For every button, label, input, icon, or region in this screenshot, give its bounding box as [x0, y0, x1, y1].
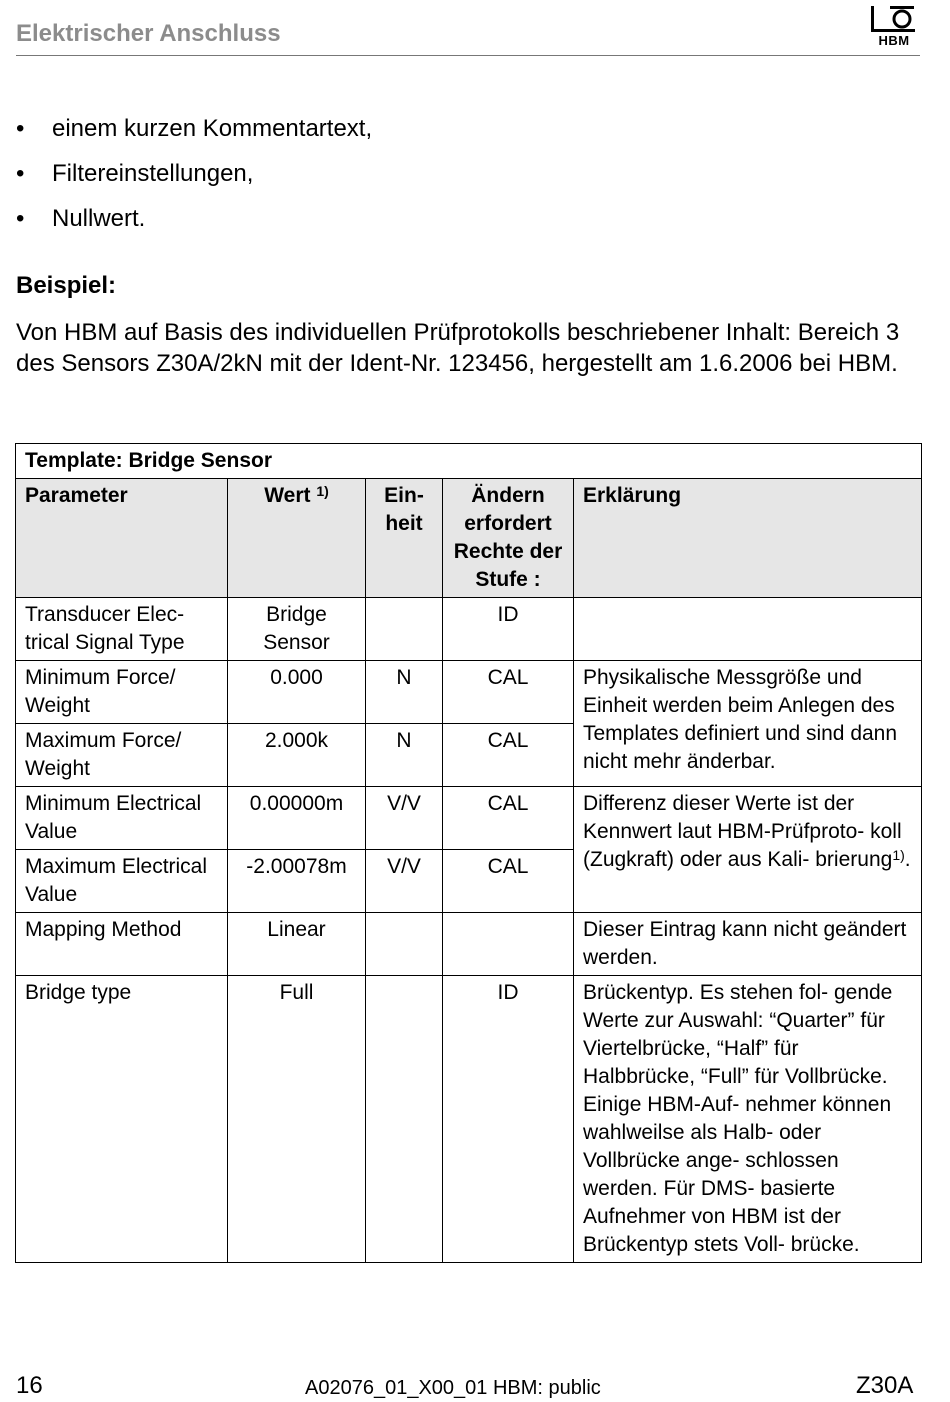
column-header-explanation: Erklärung: [574, 479, 922, 598]
explanation-text: Differenz dieser Werte ist der Kennwert laut HBM-Prüfproto- koll (Zugkraft) oder aus Kali- brierung: [583, 792, 902, 871]
cell-rights: CAL: [443, 661, 574, 724]
cell-parameter: Mapping Method: [16, 913, 228, 976]
table-row: [16, 598, 922, 661]
table-row: [16, 976, 922, 1263]
page-number: 16: [16, 1372, 43, 1399]
bullet-list: [16, 114, 372, 249]
cell-parameter: Transducer Elec- trical Signal Type: [16, 598, 228, 661]
cell-parameter: Minimum Force/ Weight: [16, 661, 228, 724]
table-title: Template: Bridge Sensor: [16, 444, 922, 479]
document-id: A02076_01_X00_01 HBM: public: [305, 1377, 601, 1399]
bullet-icon: •: [16, 115, 25, 142]
cell-rights: ID: [443, 976, 574, 1263]
table-row: [16, 913, 922, 976]
table-row: [16, 661, 922, 724]
column-header-rights: Ändern erfordert Rechte der Stufe :: [443, 479, 574, 598]
cell-rights: CAL: [443, 850, 574, 913]
column-header-value: [228, 479, 366, 598]
cell-rights: ID: [443, 598, 574, 661]
cell-parameter: Maximum Force/ Weight: [16, 724, 228, 787]
cell-explanation: Dieser Eintrag kann nicht geändert werden.: [574, 913, 922, 976]
footnote-marker: 1): [316, 483, 329, 499]
list-item: [16, 204, 372, 234]
cell-rights: CAL: [443, 724, 574, 787]
list-item-text: Nullwert.: [52, 205, 146, 232]
cell-rights: CAL: [443, 787, 574, 850]
cell-rights: [443, 913, 574, 976]
cell-explanation: [574, 787, 922, 913]
cell-explanation: Brückentyp. Es stehen fol- gende Werte zur Auswahl: “Quarter” für Viertelbrücke, “Half” für Halbbrücke, “Full” für Vollbrücke. Einige HBM-Auf- nehmer können wahlweilse als Halb- oder Vollbrücke ange- schlossen werden. Für DMS- basierte Aufnehmer von HBM ist der Brückentyp stets Voll- brücke.: [574, 976, 922, 1263]
cell-unit: [366, 913, 443, 976]
cell-unit: N: [366, 724, 443, 787]
cell-parameter: Maximum Electrical Value: [16, 850, 228, 913]
explanation-tail: .: [904, 848, 911, 871]
column-header-unit: Ein- heit: [366, 479, 443, 598]
cell-explanation: Physikalische Messgröße und Einheit werden beim Anlegen des Templates definiert und sind dann nicht mehr änderbar.: [574, 661, 922, 787]
cell-unit: [366, 976, 443, 1263]
hbm-logo: [868, 5, 920, 47]
cell-unit: V/V: [366, 787, 443, 850]
list-item: [16, 159, 372, 189]
page-header-title: Elektrischer Anschluss: [16, 20, 281, 47]
example-heading: Beispiel:: [16, 272, 117, 299]
header-divider: [16, 55, 920, 56]
hbm-logo-mark: [868, 5, 920, 35]
cell-unit: N: [366, 661, 443, 724]
bullet-icon: •: [16, 160, 25, 187]
product-name: Z30A: [856, 1372, 914, 1399]
example-paragraph: Von HBM auf Basis des individuellen Prüfprotokolls beschriebener Inhalt: Bereich 3 des Sensors Z30A/2kN mit der Ident-Nr. 123456, hergestellt am 1.6.2006 bei HBM.: [16, 319, 900, 377]
cell-value: Full: [228, 976, 366, 1263]
cell-value: 2.000k: [228, 724, 366, 787]
column-header-value-label: Wert: [264, 484, 311, 507]
list-item: [16, 114, 372, 144]
table-row: [16, 787, 922, 850]
list-item-text: einem kurzen Kommentartext,: [52, 115, 373, 142]
footnote-marker: 1): [892, 847, 905, 863]
logo-text: HBM: [878, 33, 910, 48]
cell-unit: [366, 598, 443, 661]
bullet-icon: •: [16, 205, 25, 232]
list-item-text: Filtereinstellungen,: [52, 160, 254, 187]
cell-parameter: Bridge type: [16, 976, 228, 1263]
cell-explanation: [574, 598, 922, 661]
cell-value: Linear: [228, 913, 366, 976]
column-header-parameter: Parameter: [16, 479, 228, 598]
template-table: [15, 443, 922, 1263]
cell-value: Bridge Sensor: [228, 598, 366, 661]
cell-value: 0.000: [228, 661, 366, 724]
cell-parameter: Minimum Electrical Value: [16, 787, 228, 850]
table-header-row: [16, 479, 922, 598]
cell-value: 0.00000m: [228, 787, 366, 850]
cell-value: -2.00078m: [228, 850, 366, 913]
cell-unit: V/V: [366, 850, 443, 913]
